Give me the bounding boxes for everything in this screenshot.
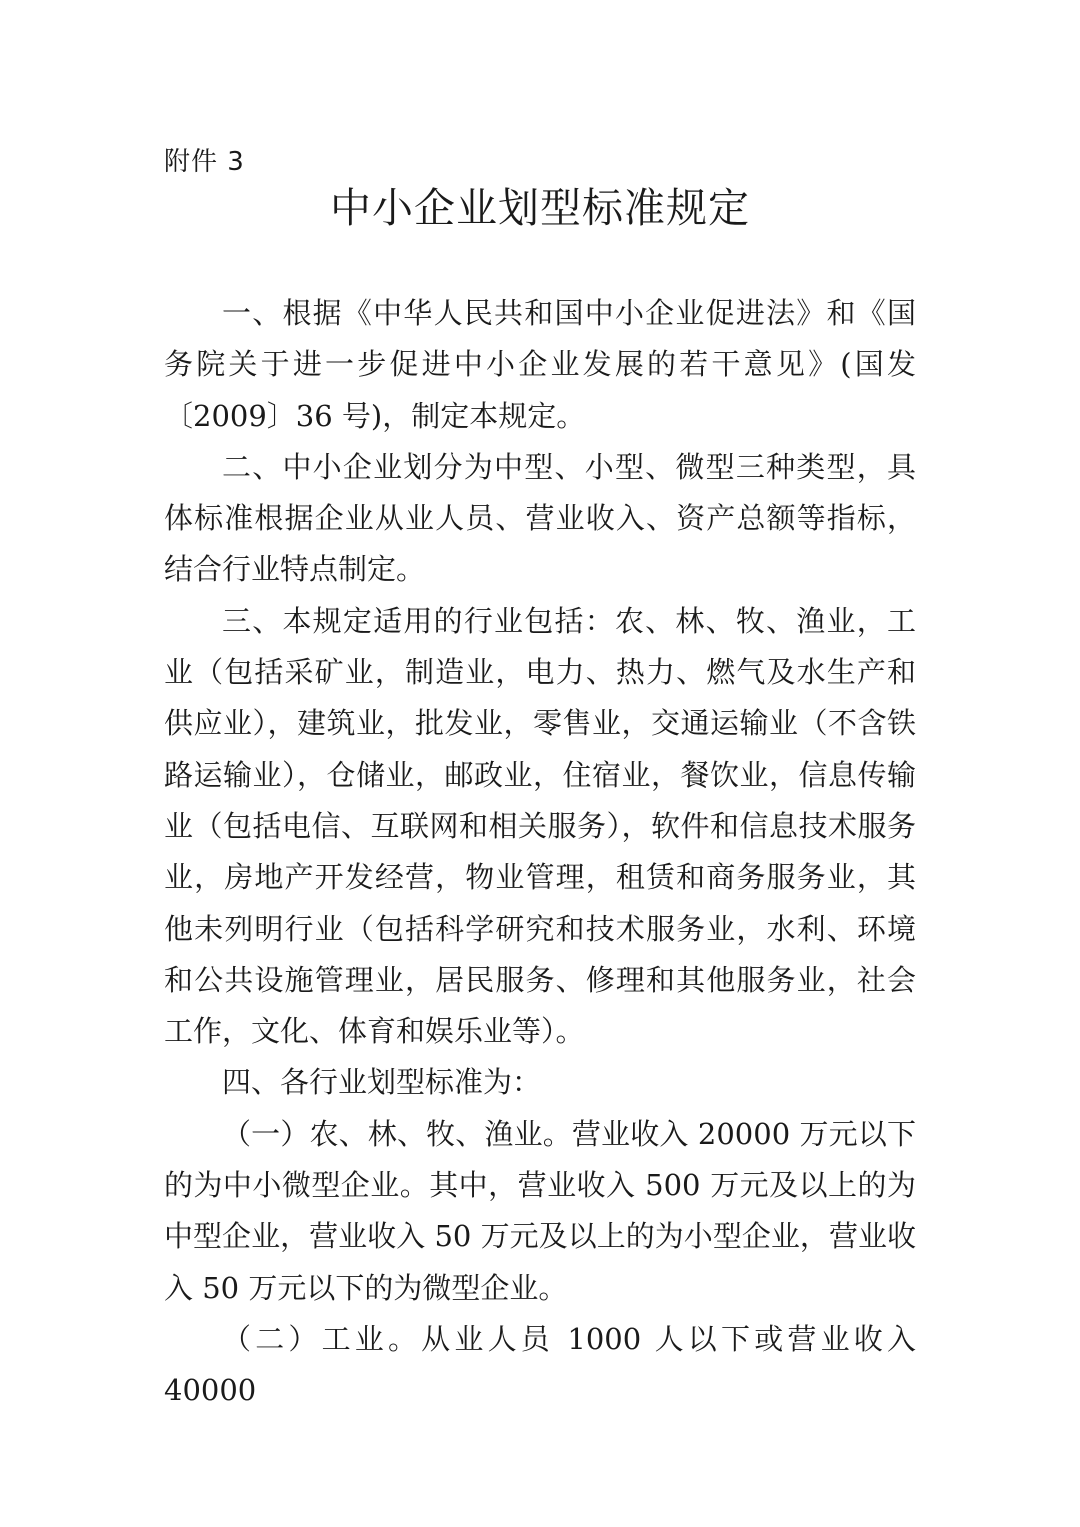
paragraph-3: 三、本规定适用的行业包括：农、林、牧、渔业，工业（包括采矿业，制造业，电力、热力、燃气及水生产和供应业），建筑业，批发业，零售业，交通运输业（不含铁路运输业），仓储业，邮政业，住宿业，餐饮业，信息传输业（包括电信、互联网和相关服务），软件和信息技术服务业，房地产开发经营，物业管理，租赁和商务服务业，其他未列明行业（包括科学研究和技术服务业，水利、环境和公共设施管理业，居民服务、修理和其他服务业，社会工作，文化、体育和娱乐业等）。 xyxy=(164,603,916,1049)
paragraph-2: 二、中小企业划分为中型、小型、微型三种类型，具体标准根据企业从业人员、营业收入、资产总额等指标，结合行业特点制定。 xyxy=(164,449,916,587)
document-body xyxy=(164,288,916,1417)
document-title: 中小企业划型标准规定 xyxy=(330,184,750,232)
paragraph-1: 一、根据《中华人民共和国中小企业促进法》和《国务院关于进一步促进中小企业发展的若干意见》(国发〔2009〕36 号)，制定本规定。 xyxy=(164,296,916,433)
attachment-label: 附件 3 xyxy=(164,147,245,177)
paragraph-6: （二）工业。从业人员 1000 人以下或营业收入 40000 xyxy=(164,1321,916,1408)
paragraph-4: 四、各行业划型标准为： xyxy=(222,1065,542,1100)
paragraph-5: （一）农、林、牧、渔业。营业收入 20000 万元以下的为中小微型企业。其中，营业收入 500 万元及以上的为中型企业，营业收入 50 万元及以上的为小型企业，营业收入 50 万元以下的为微型企业。 xyxy=(164,1116,916,1305)
